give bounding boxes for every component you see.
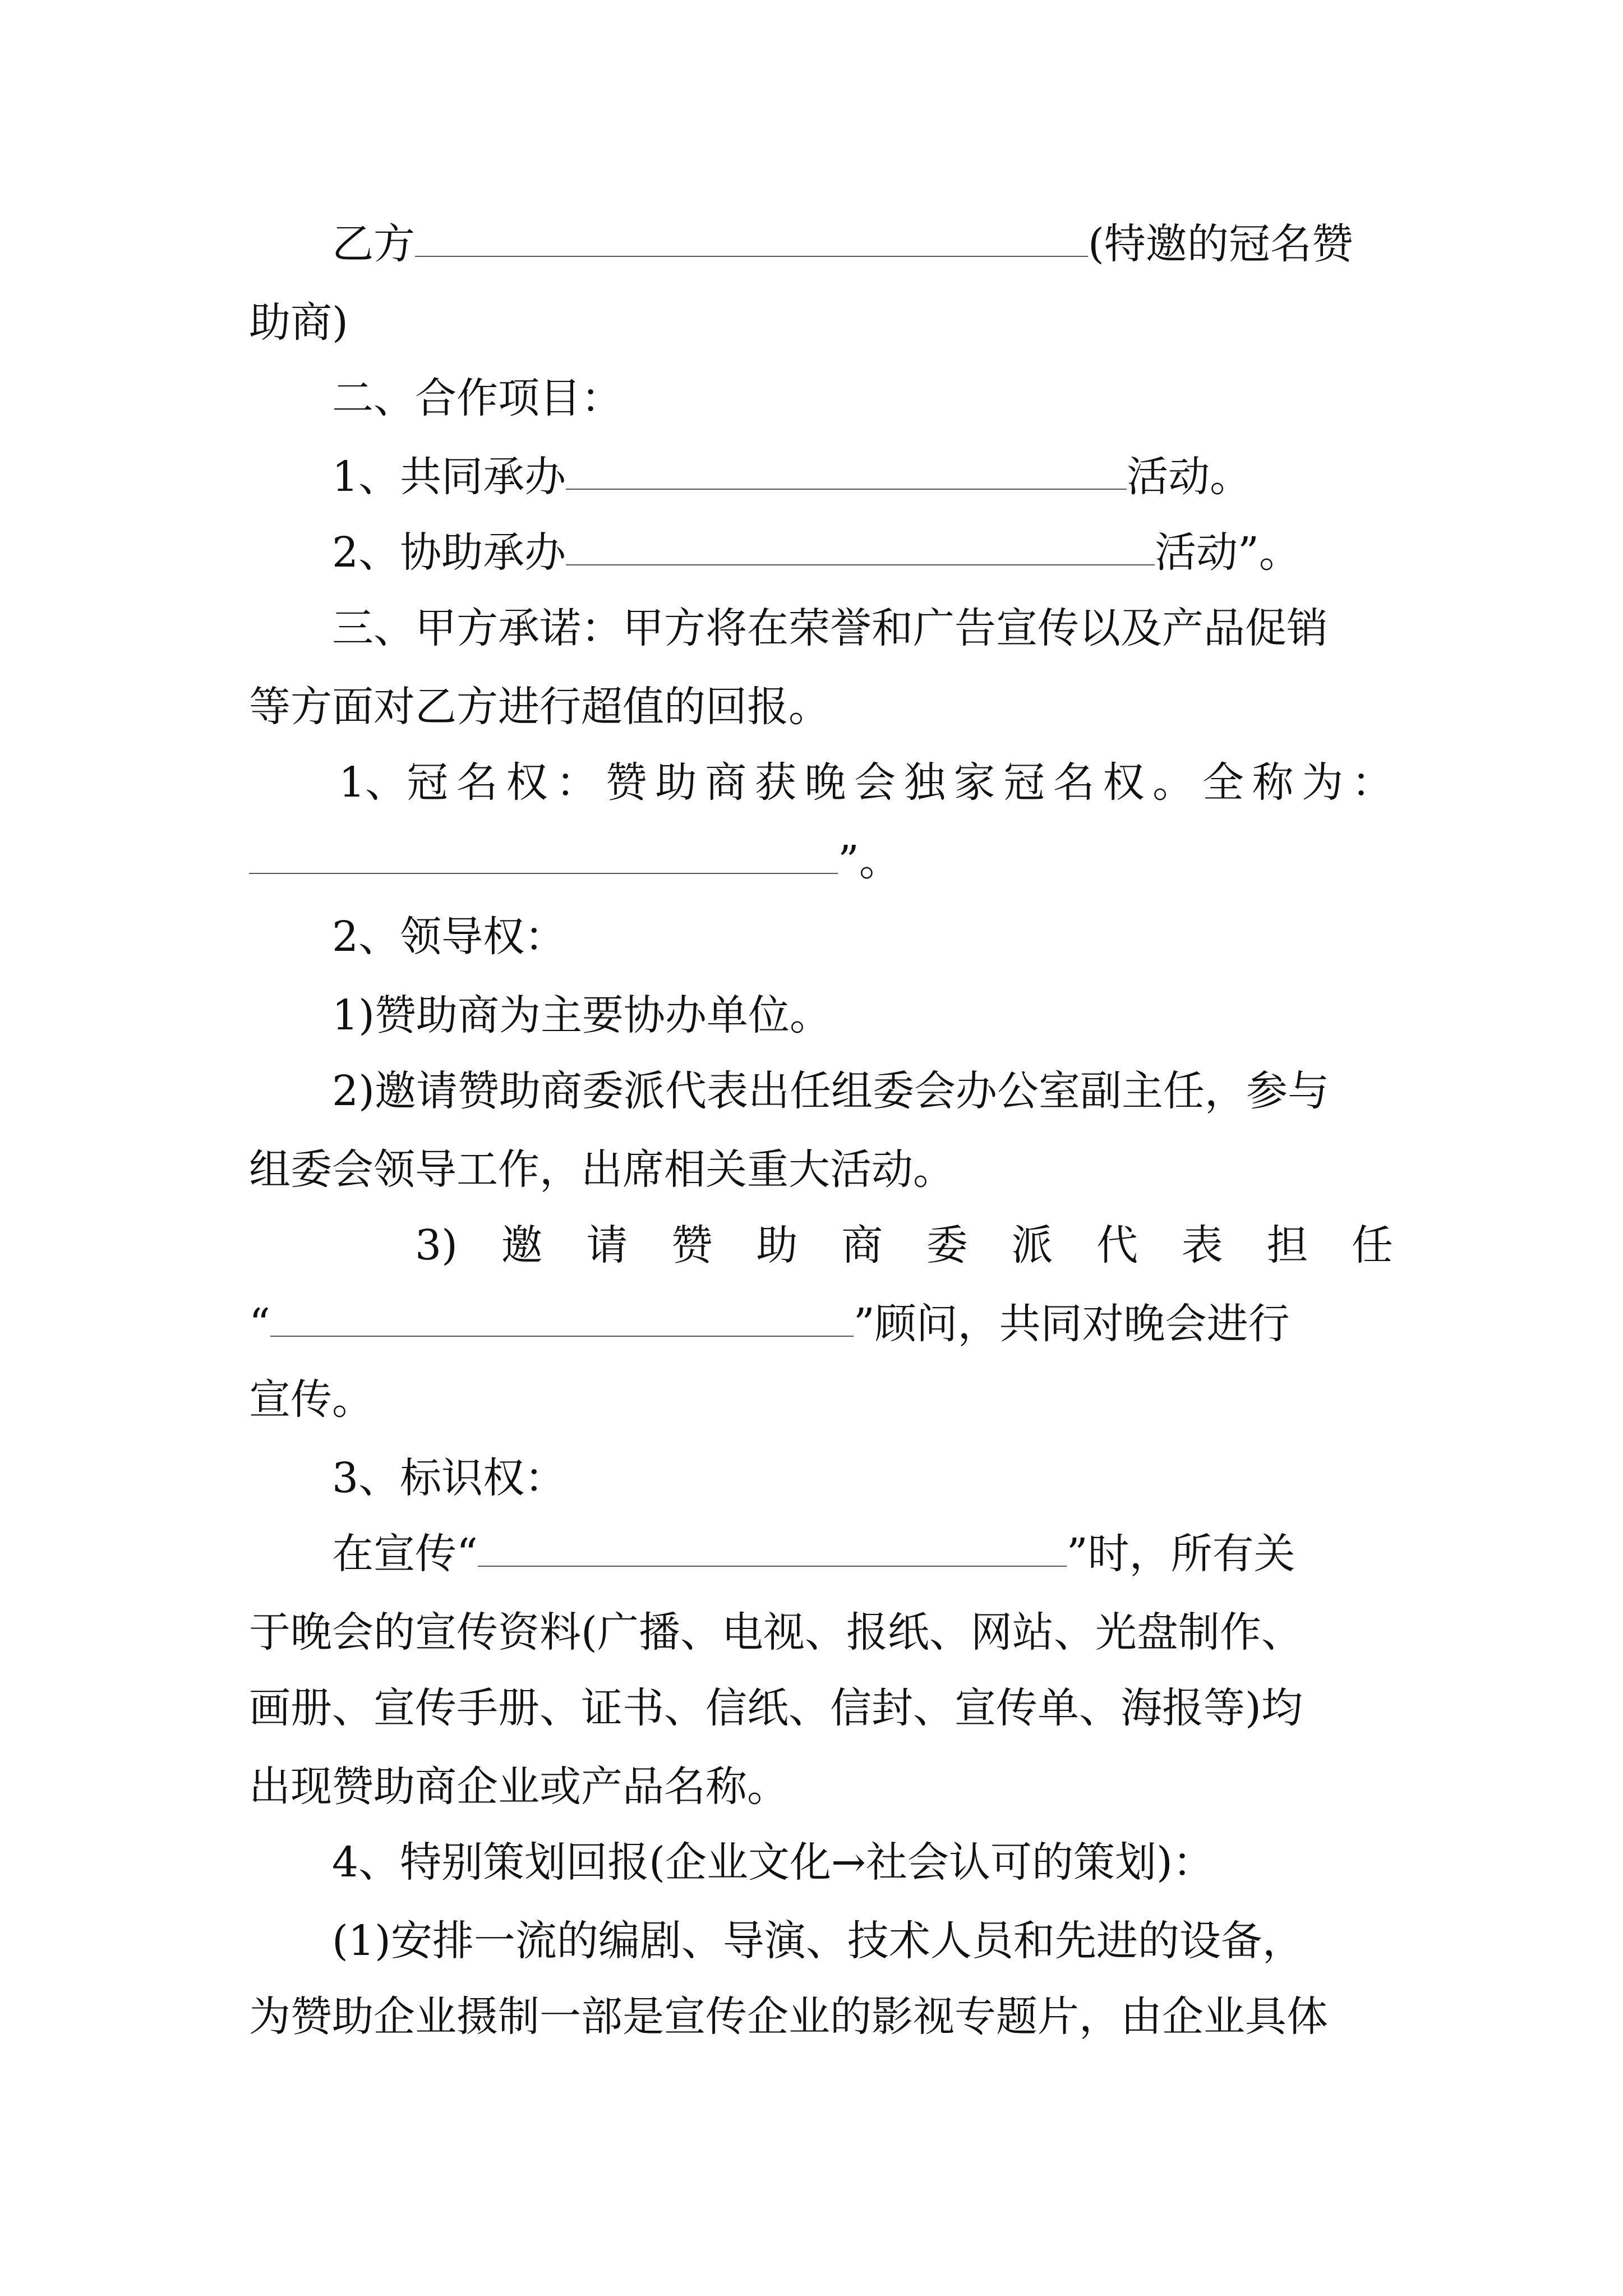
leadership3-char: 邀 (501, 1221, 543, 1269)
special-line1: (1)安排一流的编剧、导演、技术人员和先进的设备， (332, 1917, 1304, 1965)
leadership3-char: 表 (1181, 1221, 1223, 1269)
naming-char: 为 (1302, 758, 1344, 807)
leadership3-char: 助 (756, 1221, 798, 1269)
leadership-item3-line (415, 1209, 1393, 1282)
identity-line1 (249, 1517, 1393, 1590)
naming-char: 权 (506, 758, 548, 807)
special-title: 4、特别策划回报(企业文化→社会认可的策划)： (332, 1838, 1214, 1887)
leadership3-char: 请 (586, 1221, 628, 1269)
identity-suffix: ”时，所有关 (1066, 1530, 1295, 1578)
naming-char: 权 (1103, 758, 1145, 807)
naming-blank (249, 825, 838, 874)
item1-prefix: 1、共同承办 (332, 453, 566, 501)
item2-suffix: 活动”。 (1155, 528, 1301, 577)
leadership3-open-quote: “ (249, 1300, 270, 1348)
identity-line4: 出现赞助商企业或产品名称。 (249, 1763, 789, 1811)
naming-char: 晚 (804, 758, 846, 807)
leadership3-char: 赞 (671, 1221, 713, 1269)
naming-tail: ”。 (838, 837, 901, 885)
identity-blank (478, 1517, 1067, 1567)
naming-char: 获 (754, 758, 796, 807)
identity-line2: 于晚会的宣传资料(广播、电视、报纸、网站、光盘制作、 (249, 1608, 1303, 1657)
leadership3-char: 担 (1266, 1221, 1308, 1269)
party-b-note: (特邀的冠名赞 (1088, 220, 1353, 268)
leadership3-close: ”顾问，共同对晚会进行 (853, 1300, 1290, 1348)
section3-line1: 三、甲方承诺：甲方将在荣誉和广告宣传以及产品促销 (332, 604, 1328, 652)
leadership3-char: 3) (415, 1221, 458, 1269)
naming-char: 1、冠 (339, 758, 449, 807)
party-b-line (249, 208, 1393, 280)
party-b-label: 乙方 (332, 220, 415, 268)
party-b-blank (415, 208, 1088, 257)
naming-char: ： (1351, 758, 1393, 807)
leadership-item3-cont: 宣传。 (249, 1375, 374, 1424)
leadership-item2b: 组委会领导工作，出席相关重大活动。 (249, 1145, 955, 1194)
naming-char: ： (556, 758, 598, 807)
leadership3-blank (270, 1287, 854, 1337)
naming-char: 家 (953, 758, 995, 807)
naming-rights-line (339, 746, 1393, 819)
leadership-item1: 1)赞助商为主要协办单位。 (332, 991, 831, 1039)
item1-line (249, 440, 1393, 513)
naming-char: 名 (1053, 758, 1095, 807)
leadership3-char: 派 (1011, 1221, 1053, 1269)
item1-suffix: 活动。 (1127, 453, 1252, 501)
special-line2: 为赞助企业摄制一部是宣传企业的影视专题片，由企业具体 (249, 1993, 1328, 2041)
item2-line (249, 516, 1393, 589)
naming-char: 名 (456, 758, 498, 807)
naming-char: 冠 (1003, 758, 1045, 807)
naming-char: 会 (854, 758, 896, 807)
naming-char: 称 (1252, 758, 1294, 807)
naming-rights-fill-line (249, 825, 1393, 898)
leadership-item3-fill-line (249, 1287, 1393, 1360)
naming-char: 。 (1152, 758, 1195, 807)
identity-line3: 画册、宣传手册、证书、信纸、信封、宣传单、海报等)均 (249, 1684, 1303, 1732)
leadership3-char: 任 (1352, 1221, 1393, 1269)
naming-char: 赞 (605, 758, 647, 807)
identity-prefix: 在宣传“ (332, 1530, 478, 1578)
naming-char: 独 (903, 758, 946, 807)
naming-char: 商 (705, 758, 747, 807)
leadership-item2a: 2)邀请赞助商委派代表出任组委会办公室副主任，参与 (332, 1067, 1329, 1115)
item2-blank (566, 516, 1155, 565)
section3-line2: 等方面对乙方进行超值的回报。 (249, 683, 830, 731)
naming-char: 助 (655, 758, 697, 807)
party-b-cont: 助商) (249, 298, 348, 347)
leadership-title: 2、领导权： (332, 913, 566, 961)
item2-prefix: 2、协助承办 (332, 528, 566, 577)
leadership3-char: 代 (1096, 1221, 1138, 1269)
naming-char: 全 (1202, 758, 1244, 807)
leadership3-char: 委 (926, 1221, 968, 1269)
section2-title: 二、合作项目： (332, 374, 623, 422)
item1-blank (566, 440, 1127, 490)
identity-title: 3、标识权： (332, 1454, 566, 1502)
leadership3-char: 商 (841, 1221, 883, 1269)
